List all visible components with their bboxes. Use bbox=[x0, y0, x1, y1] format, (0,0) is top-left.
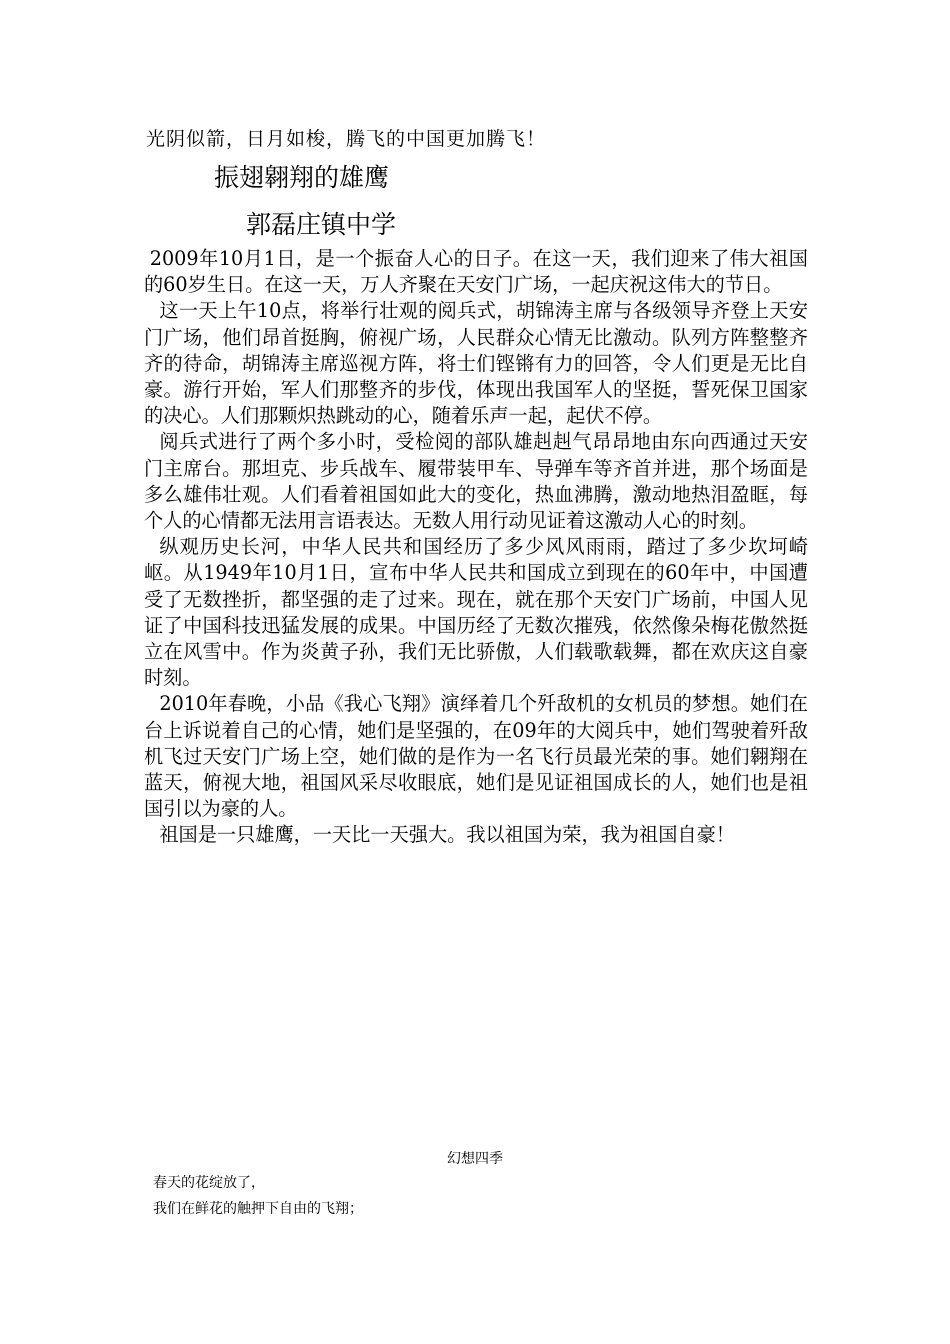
essay-author: 郭磊庄镇中学 bbox=[246, 210, 397, 239]
essay-paragraph: 这一天上午10点，将举行壮观的阅兵式，胡锦涛主席与各级领导齐登上天安门广场，他们昂首挺胸，俯视广场，人民群众心情无比激动。队列方阵整整齐齐的待命，胡锦涛主席巡视方阵，将士们铿锵有力的回答，令人们更是无比自豪。游行开始，军人们那整齐的步伐，体现出我国军人的坚挺，誓死保卫国家的决心。人们那颗炽热跳动的心，随着乐声一起，起伏不停。 bbox=[144, 299, 808, 428]
essay-paragraph: 2009年10月1日，是一个振奋人心的日子。在这一天，我们迎来了伟大祖国的60岁生日。在这一天，万人齐聚在天安门广场，一起庆祝这伟大的节日。 bbox=[144, 247, 808, 297]
essay-paragraph: 2010年春晚，小品《我心飞翔》演绎着几个歼敌机的女机员的梦想。她们在台上诉说着自己的心情，她们是坚强的，在09年的大阅兵中，她们驾驶着歼敌机飞过天安门广场上空，她们做的是作为一名飞行员最光荣的事。她们翱翔在蓝天，俯视大地，祖国风采尽收眼底，她们是见证祖国成长的人，她们也是祖国引以为豪的人。 bbox=[144, 692, 808, 821]
previous-essay-closing-line: 光阴似箭，日月如梭，腾飞的中国更加腾飞！ bbox=[146, 128, 547, 150]
poem-title: 幻想四季 bbox=[447, 1151, 503, 1167]
essay-title: 振翅翱翔的雄鹰 bbox=[214, 163, 390, 192]
essay-paragraph: 纵观历史长河，中华人民共和国经历了多少风风雨雨，踏过了多少坎坷崎岖。从1949年10月1日，宣布中华人民共和国成立到现在的60年中，中国遭受了无数挫折，都坚强的走了过来。现在，就在那个天安门广场前，中国人见证了中国科技迅猛发展的成果。中国历经了无数次摧残，依然像朵梅花傲然挺立在风雪中。作为炎黄子孙，我们无比骄傲，人们载歌载舞，都在欢庆这自豪时刻。 bbox=[144, 535, 808, 690]
essay-body bbox=[144, 246, 808, 849]
poem-line: 春天的花绽放了， bbox=[153, 1175, 265, 1191]
poem-line: 我们在鲜花的触押下自由的飞翔； bbox=[153, 1201, 363, 1217]
essay-paragraph: 阅兵式进行了两个多小时，受检阅的部队雄赳赳气昂昂地由东向西通过天安门主席台。那坦克、步兵战车、履带装甲车、导弹车等齐首并进，那个场面是多么雄伟壮观。人们看着祖国如此大的变化，热血沸腾，激动地热泪盈眶，每个人的心情都无法用言语表达。无数人用行动见证着这激动人心的时刻。 bbox=[144, 430, 808, 533]
essay-paragraph: 祖国是一只雄鹰，一天比一天强大。我以祖国为荣，我为祖国自豪！ bbox=[159, 823, 735, 847]
